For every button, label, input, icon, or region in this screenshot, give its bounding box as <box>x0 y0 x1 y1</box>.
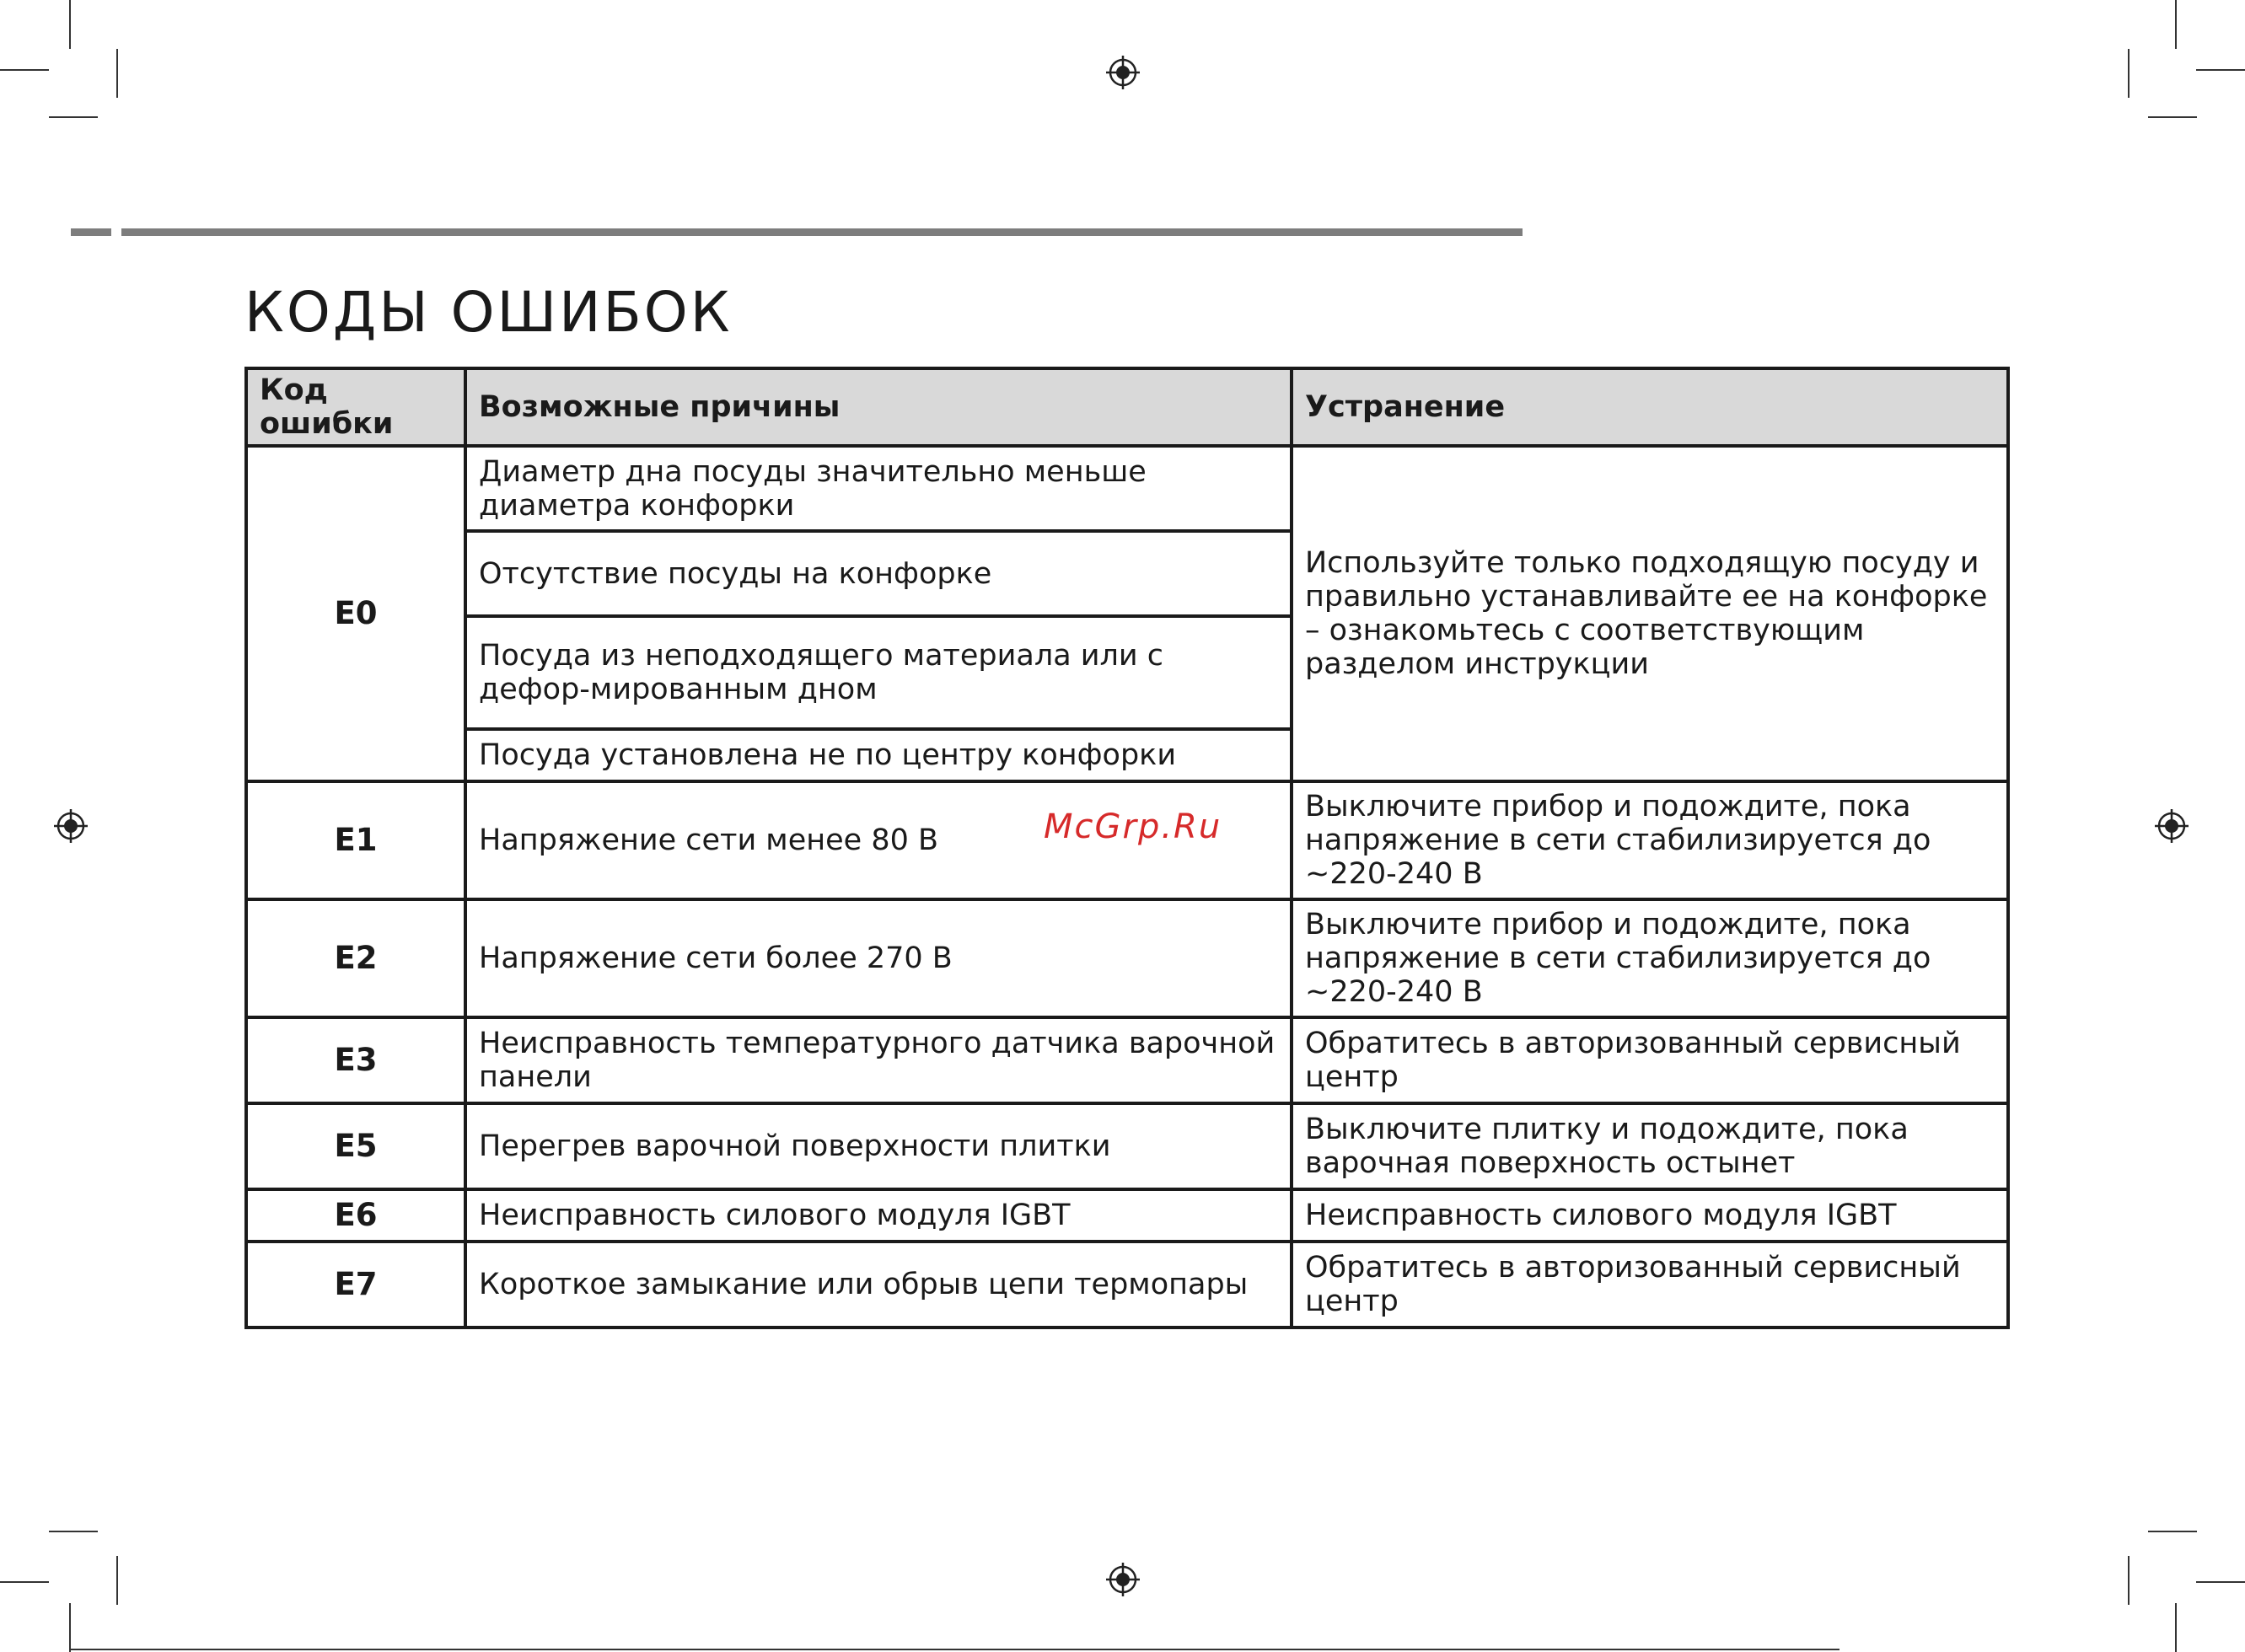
error-cause: Отсутствие посуды на конфорке <box>465 531 1292 616</box>
error-cause: Неисправность силового модуля IGBT <box>465 1189 1292 1242</box>
registration-mark-icon <box>2155 809 2189 843</box>
crop-mark <box>116 1556 118 1605</box>
crop-mark <box>2196 69 2245 71</box>
crop-mark <box>2175 1603 2177 1652</box>
error-code: E2 <box>246 899 465 1017</box>
header-rule-short <box>71 228 111 236</box>
crop-mark <box>49 1531 98 1532</box>
error-fix: Обратитесь в авторизованный сервисный центр <box>1292 1242 2008 1328</box>
table-row <box>246 1242 2008 1328</box>
error-cause: Напряжение сети более 270 В <box>465 899 1292 1017</box>
page-title: КОДЫ ОШИБОК <box>244 280 733 345</box>
table-row <box>246 1103 2008 1189</box>
error-code: E5 <box>246 1103 465 1189</box>
error-fix: Выключите плитку и подождите, пока варочная поверхность остынет <box>1292 1103 2008 1189</box>
header-rule-long <box>121 228 1523 236</box>
registration-mark-icon <box>1106 56 1140 89</box>
error-code: E0 <box>246 446 465 781</box>
crop-mark <box>69 1603 71 1652</box>
error-cause: Перегрев варочной поверхности плитки <box>465 1103 1292 1189</box>
crop-mark <box>2196 1581 2245 1583</box>
crop-mark <box>2175 0 2177 49</box>
crop-mark <box>0 1581 49 1583</box>
table-row <box>246 1017 2008 1103</box>
error-cause: Посуда установлена не по центру конфорки <box>465 729 1292 781</box>
error-code: E1 <box>246 781 465 899</box>
error-cause: Короткое замыкание или обрыв цепи термопары <box>465 1242 1292 1328</box>
column-header-causes: Возможные причины <box>465 368 1292 446</box>
crop-mark <box>0 69 49 71</box>
error-code: E7 <box>246 1242 465 1328</box>
error-cause: Диаметр дна посуды значительно меньше диаметра конфорки <box>465 446 1292 531</box>
watermark: McGrp.Ru <box>1044 807 1222 846</box>
error-fix: Используйте только подходящую посуду и правильно устанавливайте ее на конфорке – ознакомьтесь с соответствующим разделом инструкции <box>1292 446 2008 781</box>
table-row <box>246 1189 2008 1242</box>
error-codes-table <box>244 367 2010 1329</box>
crop-mark <box>49 116 98 118</box>
crop-mark <box>2128 1556 2130 1605</box>
error-fix: Обратитесь в авторизованный сервисный центр <box>1292 1017 2008 1103</box>
crop-mark <box>116 49 118 98</box>
column-header-code: Код ошибки <box>246 368 465 446</box>
error-code: E3 <box>246 1017 465 1103</box>
trim-line <box>69 1649 1840 1650</box>
table-row <box>246 446 2008 531</box>
error-cause: Неисправность температурного датчика варочной панели <box>465 1017 1292 1103</box>
column-header-fix: Устранение <box>1292 368 2008 446</box>
registration-mark-icon <box>54 809 88 843</box>
table-header-row <box>246 368 2008 446</box>
error-fix: Выключите прибор и подождите, пока напряжение в сети стабилизируется до ~220-240 В <box>1292 899 2008 1017</box>
error-cause: Посуда из неподходящего материала или с дефор-мированным дном <box>465 616 1292 729</box>
crop-mark <box>69 0 71 49</box>
error-cause: Напряжение сети менее 80 В <box>465 781 1292 899</box>
crop-mark <box>2148 1531 2197 1532</box>
error-fix: Неисправность силового модуля IGBT <box>1292 1189 2008 1242</box>
registration-mark-icon <box>1106 1563 1140 1596</box>
error-code: E6 <box>246 1189 465 1242</box>
error-fix: Выключите прибор и подождите, пока напряжение в сети стабилизируется до ~220-240 В <box>1292 781 2008 899</box>
crop-mark <box>2128 49 2130 98</box>
table-row <box>246 899 2008 1017</box>
crop-mark <box>2148 116 2197 118</box>
